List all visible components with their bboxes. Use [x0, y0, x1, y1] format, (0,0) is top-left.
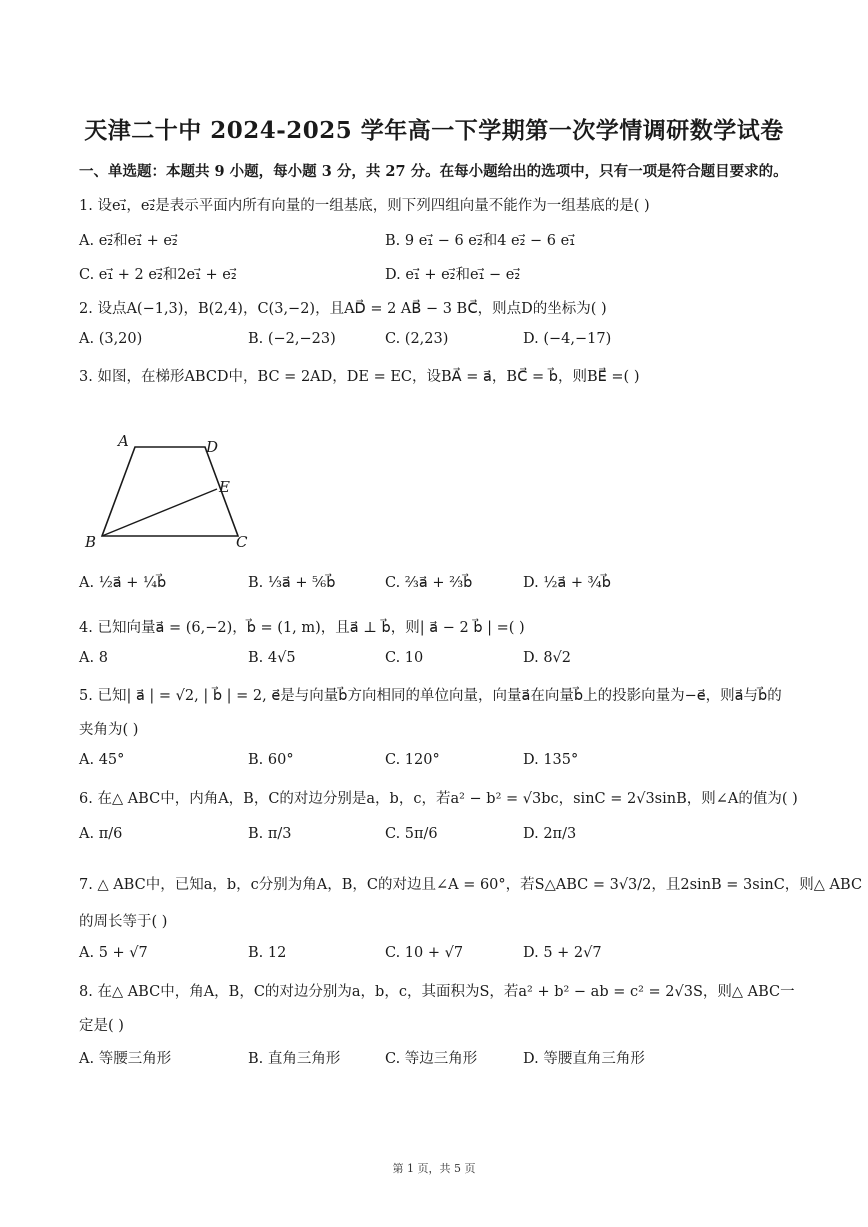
- question-7-option-b[interactable]: B. 12: [248, 945, 287, 961]
- question-5-option-b[interactable]: B. 60°: [248, 752, 294, 768]
- question-5-stem-line-2: 夹角为( ): [79, 722, 139, 738]
- question-7-option-a[interactable]: A. 5 + √7: [79, 945, 148, 961]
- question-8-option-c[interactable]: C. 等边三角形: [385, 1051, 478, 1067]
- question-5-option-c[interactable]: C. 120°: [385, 752, 440, 768]
- label-c: C: [236, 533, 248, 551]
- question-4-option-d[interactable]: D. 8√2: [523, 650, 572, 666]
- question-7-stem-line-1: 7. △ ABC中，已知a，b，c分别为角A，B，C的对边且∠A = 60°，若S△ABC = 3√3/2，且2sinB = 3sinC，则△ ABC: [79, 877, 863, 893]
- question-1-option-c[interactable]: C. e₁⃗ + 2 e₂⃗和2e₁⃗ + e₂⃗: [79, 267, 237, 283]
- page-title: 天津二十中 2024-2025 学年高一下学期第一次学情调研数学试卷: [84, 117, 784, 144]
- question-7-option-d[interactable]: D. 5 + 2√7: [523, 945, 602, 961]
- question-1-stem: 1. 设e₁⃗，e₂⃗是表示平面内所有向量的一组基底，则下列四组向量不能作为一组基底的是( ): [79, 198, 650, 214]
- question-6-stem: 6. 在△ ABC中，内角A，B，C的对边分别是a，b，c，若a² − b² = √3bc，sinC = 2√3sinB，则∠A的值为( ): [79, 791, 798, 807]
- question-2-stem: 2. 设点A(−1,3)，B(2,4)，C(3,−2)，且AD⃗ = 2 AB⃗ − 3 BC⃗，则点D的坐标为( ): [79, 301, 607, 317]
- question-4-option-a[interactable]: A. 8: [79, 650, 108, 666]
- label-d: D: [206, 438, 219, 456]
- segment-be: [102, 489, 217, 536]
- question-8-stem-line-2: 定是( ): [79, 1018, 124, 1034]
- question-6-option-a[interactable]: A. π/6: [79, 826, 123, 842]
- question-5-option-d[interactable]: D. 135°: [523, 752, 579, 768]
- question-3-option-b[interactable]: B. ⅓a⃗ + ⅚b⃗: [248, 575, 336, 591]
- question-8-option-b[interactable]: B. 直角三角形: [248, 1051, 341, 1067]
- question-2-option-b[interactable]: B. (−2,−23): [248, 331, 336, 347]
- question-7-option-c[interactable]: C. 10 + √7: [385, 945, 464, 961]
- question-4-option-c[interactable]: C. 10: [385, 650, 424, 666]
- section-heading: 一、单选题：本题共 9 小题，每小题 3 分，共 27 分。在每小题给出的选项中，只有一项是符合题目要求的。: [79, 163, 788, 180]
- question-8-option-a[interactable]: A. 等腰三角形: [79, 1051, 172, 1067]
- question-3-option-a[interactable]: A. ½a⃗ + ¼b⃗: [79, 575, 167, 591]
- question-8-option-d[interactable]: D. 等腰直角三角形: [523, 1051, 645, 1067]
- question-5-option-a[interactable]: A. 45°: [79, 752, 125, 768]
- question-1-option-a[interactable]: A. e₂⃗和e₁⃗ + e₂⃗: [79, 233, 178, 249]
- question-4-option-b[interactable]: B. 4√5: [248, 650, 296, 666]
- question-3-stem: 3. 如图，在梯形ABCD中，BC = 2AD，DE = EC，设BA⃗ = a⃗，BC⃗ = b⃗，则BE⃗ =( ): [79, 369, 640, 385]
- question-1-option-d[interactable]: D. e₁⃗ + e₂⃗和e₁⃗ − e₂⃗: [385, 267, 521, 283]
- trapezoid-figure: [80, 425, 260, 555]
- question-2-option-d[interactable]: D. (−4,−17): [523, 331, 612, 347]
- question-2-option-a[interactable]: A. (3,20): [79, 331, 143, 347]
- question-3-option-c[interactable]: C. ⅔a⃗ + ⅔b⃗: [385, 575, 473, 591]
- page-footer: 第 1 页，共 5 页: [392, 1162, 476, 1175]
- question-3-option-d[interactable]: D. ½a⃗ + ¾b⃗: [523, 575, 611, 591]
- question-1-option-b[interactable]: B. 9 e₁⃗ − 6 e₂⃗和4 e₂⃗ − 6 e₁⃗: [385, 233, 576, 249]
- label-a: A: [118, 432, 129, 450]
- label-b: B: [85, 533, 97, 551]
- label-e: E: [219, 478, 230, 496]
- question-6-option-d[interactable]: D. 2π/3: [523, 826, 577, 842]
- question-5-stem-line-1: 5. 已知| a⃗ | = √2, | b⃗ | = 2, e⃗是与向量b⃗方向相同的单位向量，向量a⃗在向量b⃗上的投影向量为−e⃗，则a⃗与b⃗的: [79, 688, 782, 704]
- question-6-option-b[interactable]: B. π/3: [248, 826, 292, 842]
- question-8-stem-line-1: 8. 在△ ABC中，角A，B，C的对边分别为a，b，c，其面积为S，若a² + b² − ab = c² = 2√3S，则△ ABC一: [79, 984, 795, 1000]
- question-4-stem: 4. 已知向量a⃗ = (6,−2)，b⃗ = (1, m)，且a⃗ ⊥ b⃗，则| a⃗ − 2 b⃗ | =( ): [79, 620, 525, 636]
- question-2-option-c[interactable]: C. (2,23): [385, 331, 449, 347]
- question-6-option-c[interactable]: C. 5π/6: [385, 826, 438, 842]
- trapezoid-outline: [102, 447, 238, 536]
- question-7-stem-line-2: 的周长等于( ): [79, 914, 168, 930]
